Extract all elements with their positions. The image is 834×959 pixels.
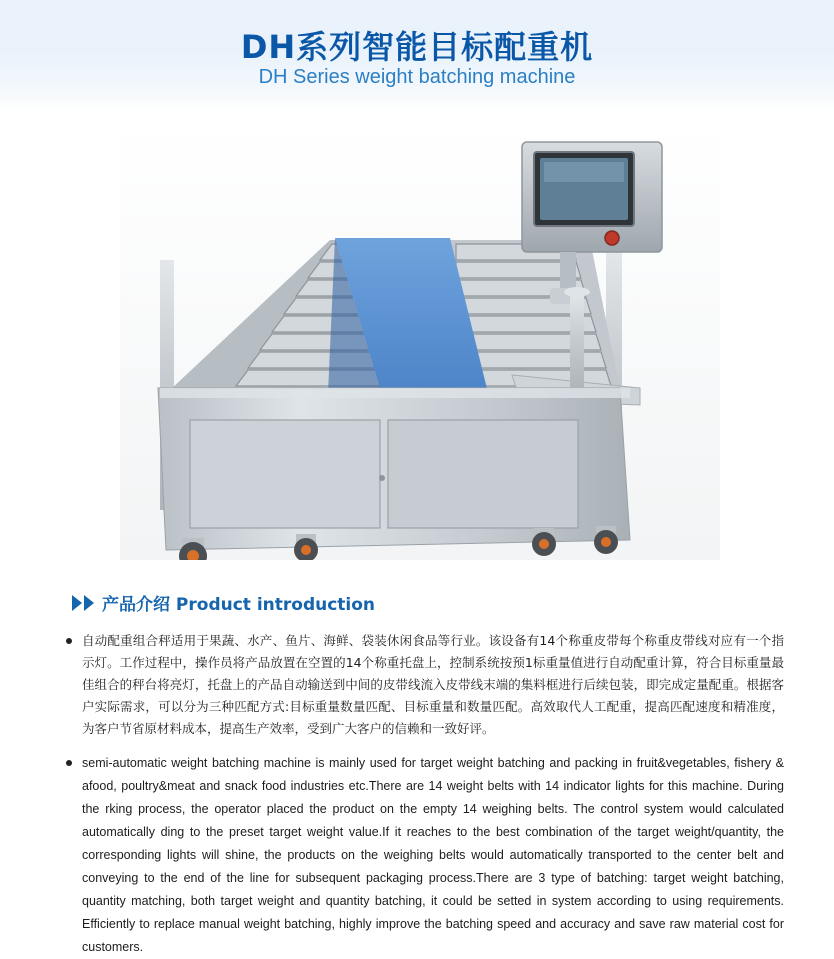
paragraph-english bbox=[66, 752, 784, 959]
emergency-stop-button bbox=[605, 231, 619, 245]
paragraph-english-text: semi-automatic weight batching machine is mainly used for target weight batching and packing in fruit&vegetables, fishery & afood, poultry&meat and snack food industries etc.There are 14 weight belts with 14 indicator lights for this machine. During the rking process, the operator placed the product on the empty 14 weighing belts. The control system would calculated automatically ding to the preset target weight value.If it reaches to the best combination of the target weight/quantity, the corresponding lights will shine, the products on the weighing belts would automatically transported to the center belt and conveying to the end of the line for subsequent packaging process.There are 3 type of batching: target weight batching, quantity matching, both target weight and quantity batching, it could be setted in system according to using requirements. Efficiently to replace manual weight batching, highly improve the batching speed and accuracy and save raw material cost for customers. bbox=[82, 756, 784, 954]
section-heading bbox=[72, 590, 375, 615]
machine-cabinet bbox=[158, 388, 630, 550]
arrow-right-icon-2 bbox=[84, 595, 94, 611]
paragraph-chinese bbox=[66, 630, 784, 740]
section-title-text: 产品介绍 Product introduction bbox=[102, 595, 376, 615]
bullet-icon bbox=[66, 638, 72, 644]
page-title: DH系列智能目标配重机 bbox=[240, 28, 594, 66]
paragraph-chinese-text: 自动配重组合秤适用于果蔬、水产、鱼片、海鲜、袋装休闲食品等行业。该设备有14个称重皮带每个称重皮带线对应有一个指示灯。工作过程中，操作员将产品放置在空置的14个称重托盘上，控制系统按预1标重量值进行自动配重计算，符合目标重量最佳组合的秤台将亮灯，托盘上的产品自动输送到中间的皮带线流入皮带线末端的集料框进行后续包装，即完成定量配重。根据客户实际需求，可以分为三种匹配方式:目标重量数量匹配、目标重量和数量匹配。高效取代人工配重，提高匹配速度和精准度，为客户节省原材料成本，提高生产效率，受到广大客户的信赖和一致好评。 bbox=[82, 633, 784, 736]
machine-illustration bbox=[120, 120, 720, 560]
arrow-right-icon bbox=[72, 595, 82, 611]
arrow-group bbox=[72, 595, 94, 611]
header-banner bbox=[0, 0, 834, 112]
product-photo bbox=[120, 120, 720, 560]
bullet-icon-2 bbox=[66, 760, 72, 766]
page-subtitle: DH Series weight batching machine bbox=[258, 66, 576, 88]
